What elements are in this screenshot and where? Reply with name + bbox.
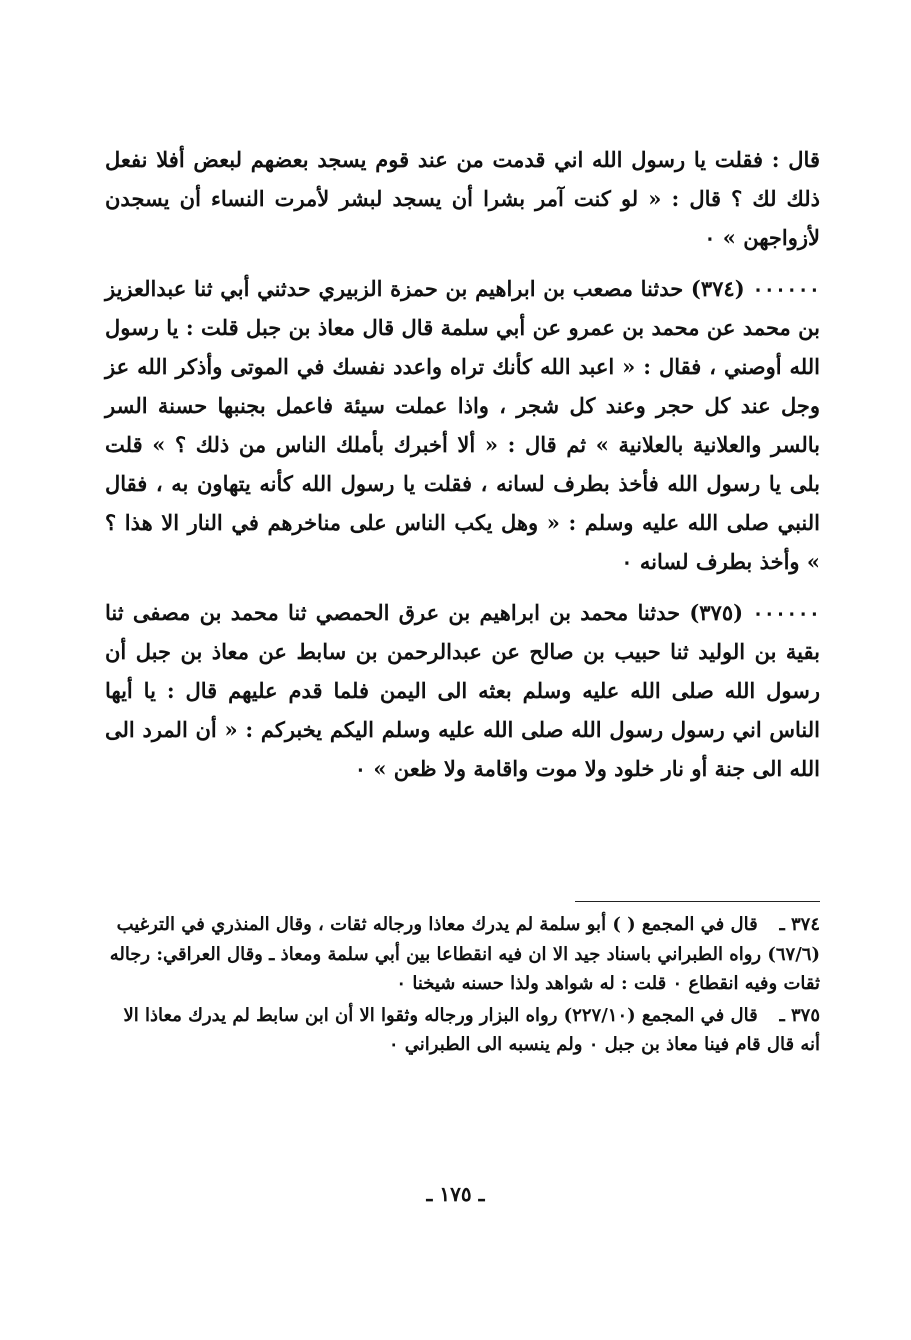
main-text (105, 140, 820, 794)
footnote-divider (575, 901, 820, 902)
footnote-number: ٣٧٥ ـ (779, 1004, 820, 1026)
hadith-374: ٠٠٠٠٠٠ (٣٧٤) حدثنا مصعب بن ابراهيم بن حمزة الزبيري حدثني أبي ثنا عبدالعزيز بن محمد عن محمد بن عمرو عن أبي سلمة قال قال معاذ بن جبل قلت : يا رسول الله أوصني ، فقال : « اعبد الله كأنك تراه واعدد نفسك في الموتى وأذكر الله عز وجل عند كل حجر وعند كل شجر ، واذا عملت سيئة فاعمل بجنبها حسنة السر بالسر والعلانية بالعلانية » ثم قال : « ألا أخبرك بأملك الناس من ذلك ؟ » قلت بلى يا رسول الله فأخذ بطرف لسانه ، فقلت يا رسول الله كأنه يتهاون به ، فقال النبي صلى الله عليه وسلم : « وهل يكب الناس على مناخرهم في النار الا هذا ؟ » وأخذ بطرف لسانه ٠ (105, 276, 821, 574)
paragraph-continuation: قال : فقلت يا رسول الله اني قدمت من عند قوم يسجد بعضهم لبعض أفلا نفعل ذلك لك ؟ قال : « لو كنت آمر بشرا أن يسجد لبشر لأمرت النساء أن يسجدن لأزواجهن » ٠ (105, 147, 820, 250)
footnote-374 (105, 910, 820, 999)
footnote-text: قال في المجمع (٢٢٧/١٠) رواه البزار ورجاله وثقوا الا أن ابن سابط لم يدرك معاذا الا أنه قال قام فينا معاذ بن جبل ٠ ولم ينسبه الى الطبراني ٠ (123, 1004, 820, 1055)
footnotes (105, 910, 820, 1062)
hadith-375: ٠٠٠٠٠٠ (٣٧٥) حدثنا محمد بن ابراهيم بن عرق الحمصي ثنا محمد بن مصفى ثنا بقية بن الوليد ثنا حبيب بن صالح عن عبدالرحمن بن سابط عن معاذ بن جبل أن رسول الله صلى الله عليه وسلم بعثه الى اليمن فلما قدم عليهم قال : يا أيها الناس اني رسول رسول الله صلى الله عليه وسلم اليكم يخبركم : « أن المرد الى الله الى جنة أو نار خلود ولا موت واقامة ولا ظعن » ٠ (105, 600, 821, 781)
footnote-number: ٣٧٤ ـ (779, 914, 820, 935)
footnote-text: قال في المجمع ( ) أبو سلمة لم يدرك معاذا ورجاله ثقات ، وقال المنذري في الترغيب (٦٧/٦) رواه الطبراني باسناد جيد الا ان فيه انقطاعا بين أبي سلمة ومعاذ ـ وقال العراقي: رجاله ثقات وفيه انقطاع ٠ قلت : له شواهد ولذا حسنه شيخنا ٠ (109, 914, 820, 994)
page-number: ـ ١٧٥ ـ (426, 1182, 485, 1206)
footnote-375 (105, 1001, 820, 1060)
